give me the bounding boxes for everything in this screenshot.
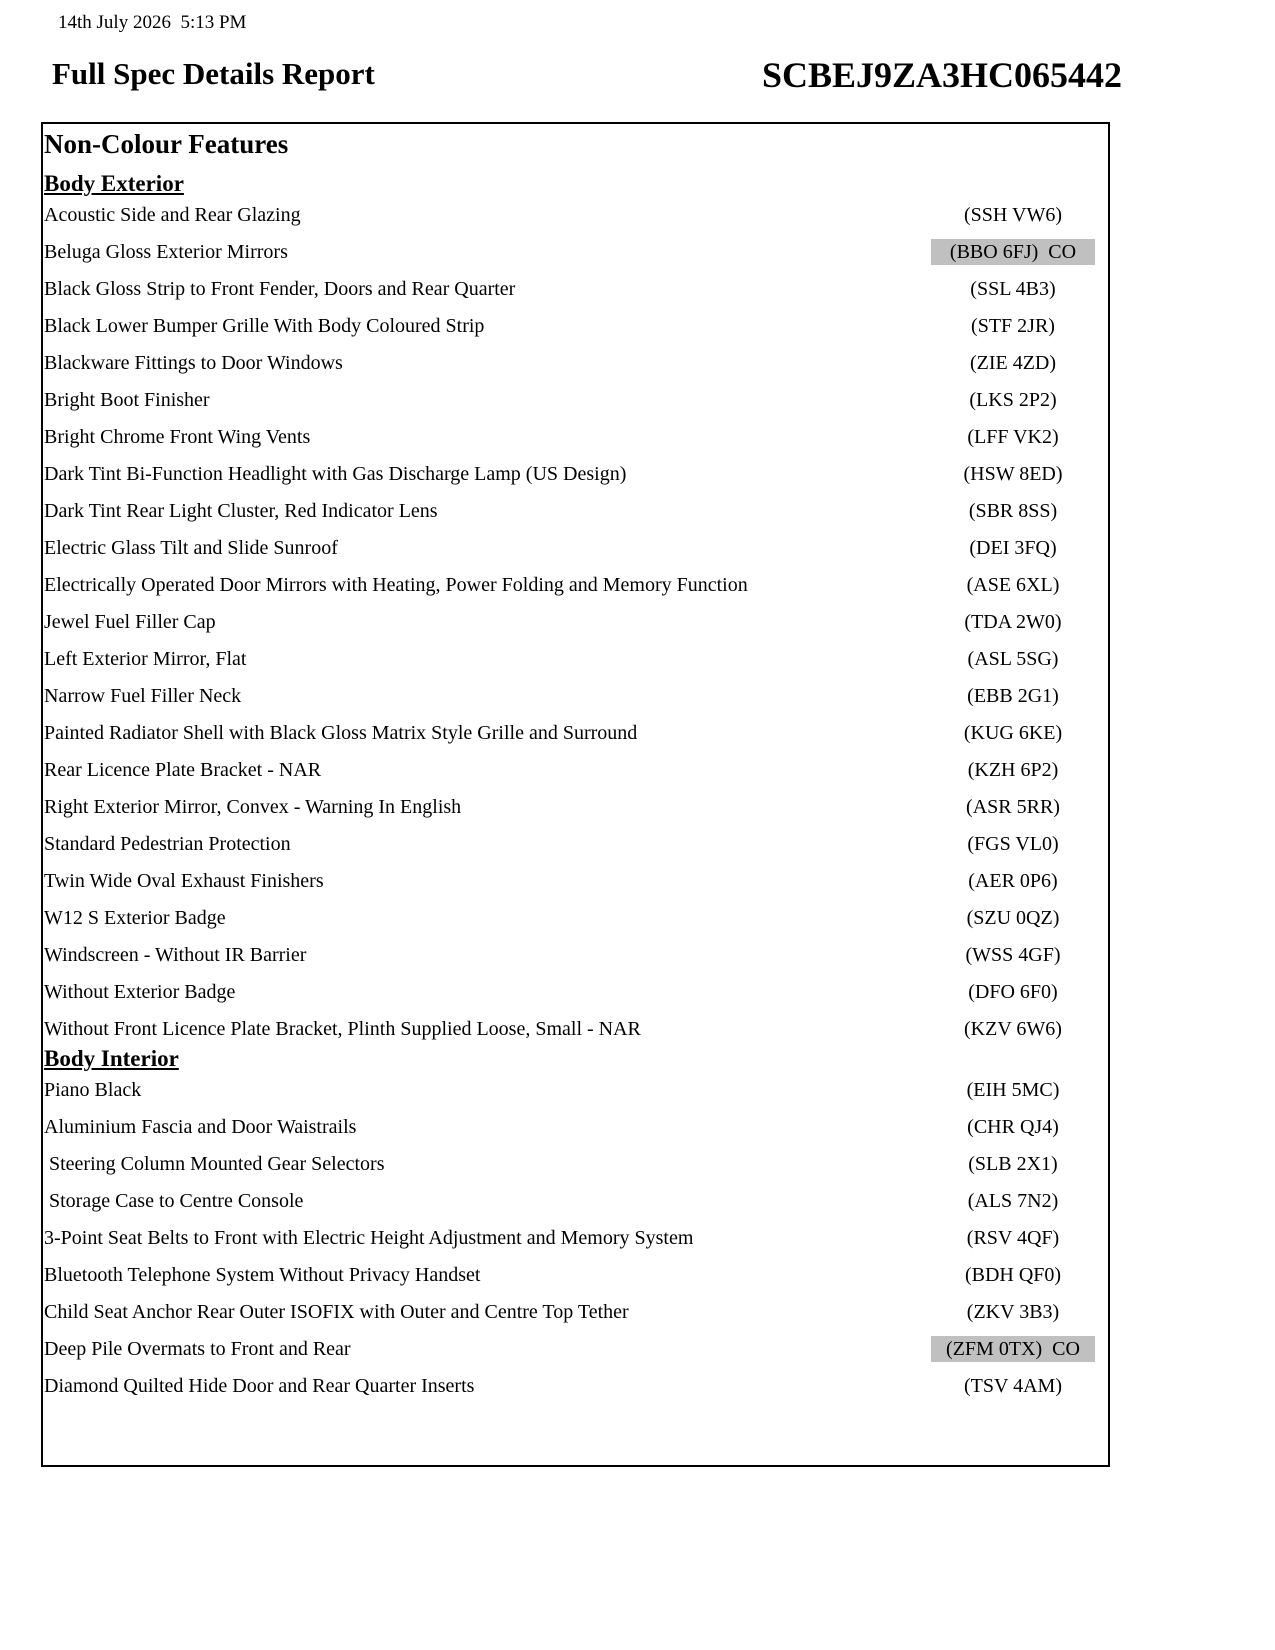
feature-code-text: (ZFM 0TX) [946,1338,1043,1360]
spec-row [43,718,1108,748]
feature-code-text: (SSH VW6) [964,204,1062,226]
feature-code-text: (FGS VL0) [967,833,1059,855]
spec-row [43,792,1108,822]
feature-code-text: (EBB 2G1) [967,685,1059,707]
feature-name: Child Seat Anchor Rear Outer ISOFIX with Outer and Centre Top Tether [44,1301,629,1323]
spec-row [43,385,1108,415]
feature-code [931,498,1095,524]
feature-code-text: (KZH 6P2) [967,759,1059,781]
spec-row [43,533,1108,563]
feature-name: Bright Chrome Front Wing Vents [44,426,311,448]
feature-code [931,757,1095,783]
spec-row [43,1260,1108,1290]
timestamp: 14th July 2026 5:13 PM [58,12,247,33]
feature-name: Windscreen - Without IR Barrier [44,944,307,966]
feature-name: Black Lower Bumper Grille With Body Coloured Strip [44,315,485,337]
feature-name: Deep Pile Overmats to Front and Rear [44,1338,351,1360]
feature-name: Storage Case to Centre Console [44,1190,304,1212]
spec-row [43,977,1108,1007]
feature-code-text: (LFF VK2) [967,426,1059,448]
feature-name: Electric Glass Tilt and Slide Sunroof [44,537,338,559]
spec-row [43,237,1108,267]
feature-code [931,831,1095,857]
feature-code-text: (BBO 6FJ) [949,241,1039,263]
feature-code [931,461,1095,487]
feature-code [931,239,1095,265]
spec-row [43,1334,1108,1364]
feature-code-text: (AER 0P6) [968,870,1058,892]
spec-row [43,1186,1108,1216]
feature-code [931,1188,1095,1214]
feature-code [931,572,1095,598]
feature-code-text: (LKS 2P2) [969,389,1057,411]
report-title: Full Spec Details Report [52,56,375,91]
feature-name: Without Front Licence Plate Bracket, Plinth Supplied Loose, Small - NAR [44,1018,641,1040]
feature-code [931,720,1095,746]
feature-name: Piano Black [44,1079,142,1101]
feature-name: Dark Tint Rear Light Cluster, Red Indicator Lens [44,500,438,522]
feature-code [931,424,1095,450]
feature-code [931,609,1095,635]
spec-row [43,1371,1108,1401]
spec-row [43,681,1108,711]
spec-table [41,122,1110,1467]
feature-code [931,942,1095,968]
feature-code-text: (KZV 6W6) [964,1018,1062,1040]
spec-row [43,755,1108,785]
feature-code [931,1151,1095,1177]
feature-name: Acoustic Side and Rear Glazing [44,204,301,226]
feature-code [931,1114,1095,1140]
spec-row [43,496,1108,526]
feature-name: Standard Pedestrian Protection [44,833,291,855]
feature-name: Painted Radiator Shell with Black Gloss Matrix Style Grille and Surround [44,722,638,744]
feature-code [931,202,1095,228]
feature-code-text: (ASR 5RR) [966,796,1060,818]
feature-name: Left Exterior Mirror, Flat [44,648,247,670]
change-order-flag: CO [1052,1338,1080,1360]
spec-row [43,829,1108,859]
feature-name: Electrically Operated Door Mirrors with Heating, Power Folding and Memory Function [44,574,748,596]
feature-code [931,1373,1095,1399]
feature-code [931,646,1095,672]
feature-name: W12 S Exterior Badge [44,907,226,929]
feature-code-text: (ALS 7N2) [967,1190,1059,1212]
feature-code [931,535,1095,561]
feature-code-text: (ASL 5SG) [967,648,1059,670]
spec-row [43,1112,1108,1142]
feature-name: Beluga Gloss Exterior Mirrors [44,241,288,263]
feature-code [931,276,1095,302]
spec-row [43,570,1108,600]
feature-code-text: (ZKV 3B3) [966,1301,1060,1323]
feature-code [931,1225,1095,1251]
section-heading: Body Interior [44,1046,179,1071]
spec-row [43,940,1108,970]
spec-row [43,1014,1108,1044]
feature-code [931,683,1095,709]
feature-code-text: (WSS 4GF) [965,944,1061,966]
feature-code-text: (RSV 4QF) [966,1227,1060,1249]
feature-code-text: (SZU 0QZ) [966,907,1060,929]
feature-code [931,350,1095,376]
feature-code-text: (CHR QJ4) [967,1116,1059,1138]
change-order-flag: CO [1048,241,1077,263]
section-heading: Body Exterior [44,171,184,196]
feature-code [931,1262,1095,1288]
feature-name: Blackware Fittings to Door Windows [44,352,343,374]
feature-name: 3-Point Seat Belts to Front with Electric Height Adjustment and Memory System [44,1227,694,1249]
feature-name: Diamond Quilted Hide Door and Rear Quarter Inserts [44,1375,475,1397]
spec-row [43,348,1108,378]
feature-name: Twin Wide Oval Exhaust Finishers [44,870,324,892]
feature-code-text: (DEI 3FQ) [969,537,1057,559]
feature-code [931,1299,1095,1325]
spec-row [43,866,1108,896]
feature-code-text: (STF 2JR) [971,315,1055,337]
feature-code [931,905,1095,931]
spec-row [43,274,1108,304]
feature-code-text: (TDA 2W0) [964,611,1062,633]
feature-code [931,1336,1095,1362]
feature-code-text: (KUG 6KE) [963,722,1063,744]
spec-row [43,644,1108,674]
feature-code-text: (SLB 2X1) [968,1153,1058,1175]
feature-code-text: (SSL 4B3) [970,278,1056,300]
feature-name: Right Exterior Mirror, Convex - Warning In English [44,796,462,818]
spec-row [43,459,1108,489]
feature-code-text: (ASE 6XL) [966,574,1060,596]
spec-row [43,607,1108,637]
spec-row [43,200,1108,230]
feature-code-text: (TSV 4AM) [964,1375,1062,1397]
feature-name: Bluetooth Telephone System Without Privacy Handset [44,1264,481,1286]
feature-name: Narrow Fuel Filler Neck [44,685,242,707]
spec-table-title: Non-Colour Features [44,129,289,159]
feature-code [931,794,1095,820]
spec-row [43,311,1108,341]
spec-row [43,422,1108,452]
feature-code [931,313,1095,339]
feature-name: Jewel Fuel Filler Cap [44,611,216,633]
feature-name: Aluminium Fascia and Door Waistrails [44,1116,357,1138]
feature-name: Bright Boot Finisher [44,389,210,411]
feature-code [931,387,1095,413]
spec-row [43,1149,1108,1179]
vin-number: SCBEJ9ZA3HC065442 [762,55,1123,95]
feature-name: Without Exterior Badge [44,981,236,1003]
feature-code-text: (DFO 6F0) [968,981,1058,1003]
feature-name: Dark Tint Bi-Function Headlight with Gas Discharge Lamp (US Design) [44,463,627,485]
feature-code [931,1077,1095,1103]
spec-row [43,903,1108,933]
feature-code-text: (BDH QF0) [964,1264,1062,1286]
feature-code [931,868,1095,894]
feature-name: Steering Column Mounted Gear Selectors [44,1153,385,1175]
spec-row [43,1075,1108,1105]
feature-code-text: (HSW 8ED) [963,463,1063,485]
feature-code-text: (SBR 8SS) [968,500,1058,522]
feature-code [931,979,1095,1005]
spec-row [43,1297,1108,1327]
spec-row [43,1223,1108,1253]
feature-code [931,1016,1095,1042]
feature-code-text: (EIH 5MC) [966,1079,1060,1101]
feature-name: Black Gloss Strip to Front Fender, Doors and Rear Quarter [44,278,516,300]
feature-code-text: (ZIE 4ZD) [969,352,1057,374]
feature-name: Rear Licence Plate Bracket - NAR [44,759,322,781]
